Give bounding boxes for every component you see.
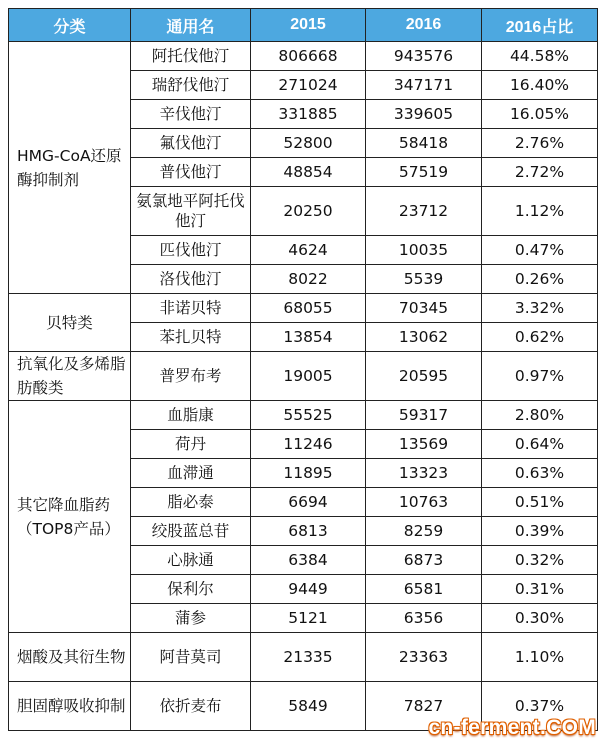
value-2015: 19005 xyxy=(251,352,366,401)
watermark-logo: cn-ferment.COM xyxy=(428,716,596,739)
category-cell: 贝特类 xyxy=(9,294,131,352)
share-2016: 0.32% xyxy=(482,546,598,575)
value-2015: 6813 xyxy=(251,517,366,546)
drug-name: 普罗布考 xyxy=(131,352,251,401)
drug-name: 普伐他汀 xyxy=(131,158,251,187)
value-2016: 59317 xyxy=(366,401,482,430)
category-cell: 其它降血脂药（TOP8产品） xyxy=(9,401,131,633)
drug-name: 非诺贝特 xyxy=(131,294,251,323)
drug-name: 蒲参 xyxy=(131,604,251,633)
header-row xyxy=(9,9,598,42)
value-2016: 70345 xyxy=(366,294,482,323)
share-2016: 0.26% xyxy=(482,265,598,294)
value-2015: 806668 xyxy=(251,42,366,71)
value-2015: 68055 xyxy=(251,294,366,323)
value-2015: 11246 xyxy=(251,430,366,459)
drug-name: 氟伐他汀 xyxy=(131,129,251,158)
value-2015: 6694 xyxy=(251,488,366,517)
table-row xyxy=(9,294,598,323)
value-2016: 10763 xyxy=(366,488,482,517)
share-2016: 2.76% xyxy=(482,129,598,158)
share-2016: 0.30% xyxy=(482,604,598,633)
share-2016: 44.58% xyxy=(482,42,598,71)
value-2015: 9449 xyxy=(251,575,366,604)
drug-name: 苯扎贝特 xyxy=(131,323,251,352)
share-2016: 0.62% xyxy=(482,323,598,352)
header-2016: 2016 xyxy=(366,9,482,42)
table-row xyxy=(9,352,598,401)
drug-name: 脂必泰 xyxy=(131,488,251,517)
share-2016: 2.72% xyxy=(482,158,598,187)
table-row xyxy=(9,401,598,430)
share-2016: 0.51% xyxy=(482,488,598,517)
drug-name: 瑞舒伐他汀 xyxy=(131,71,251,100)
value-2016: 20595 xyxy=(366,352,482,401)
share-2016: 0.39% xyxy=(482,517,598,546)
value-2016: 13062 xyxy=(366,323,482,352)
drug-name: 阿昔莫司 xyxy=(131,633,251,682)
value-2015: 21335 xyxy=(251,633,366,682)
category-cell: 胆固醇吸收抑制 xyxy=(9,682,131,731)
category-cell: 烟酸及其衍生物 xyxy=(9,633,131,682)
value-2016: 7827 xyxy=(366,682,482,731)
drug-name: 依折麦布 xyxy=(131,682,251,731)
drug-name: 氨氯地平阿托伐他汀 xyxy=(131,187,251,236)
share-2016: 0.64% xyxy=(482,430,598,459)
share-2016: 0.31% xyxy=(482,575,598,604)
share-2016: 1.10% xyxy=(482,633,598,682)
value-2016: 6873 xyxy=(366,546,482,575)
value-2015: 20250 xyxy=(251,187,366,236)
drug-name: 阿托伐他汀 xyxy=(131,42,251,71)
category-cell: 抗氧化及多烯脂肪酸类 xyxy=(9,352,131,401)
drug-name: 血脂康 xyxy=(131,401,251,430)
drug-name: 心脉通 xyxy=(131,546,251,575)
share-2016: 0.37% xyxy=(482,682,598,731)
value-2015: 8022 xyxy=(251,265,366,294)
value-2015: 4624 xyxy=(251,236,366,265)
drug-name: 洛伐他汀 xyxy=(131,265,251,294)
value-2015: 6384 xyxy=(251,546,366,575)
share-2016: 0.63% xyxy=(482,459,598,488)
share-2016: 0.97% xyxy=(482,352,598,401)
value-2016: 943576 xyxy=(366,42,482,71)
drug-name: 血滞通 xyxy=(131,459,251,488)
drug-name: 绞股蓝总苷 xyxy=(131,517,251,546)
drug-name: 辛伐他汀 xyxy=(131,100,251,129)
drug-name: 匹伐他汀 xyxy=(131,236,251,265)
header-2015: 2015 xyxy=(251,9,366,42)
value-2016: 347171 xyxy=(366,71,482,100)
value-2016: 5539 xyxy=(366,265,482,294)
value-2016: 23363 xyxy=(366,633,482,682)
value-2016: 23712 xyxy=(366,187,482,236)
value-2016: 57519 xyxy=(366,158,482,187)
share-2016: 16.40% xyxy=(482,71,598,100)
value-2016: 8259 xyxy=(366,517,482,546)
value-2016: 339605 xyxy=(366,100,482,129)
value-2016: 13569 xyxy=(366,430,482,459)
value-2016: 6356 xyxy=(366,604,482,633)
header-2016-share: 2016占比 xyxy=(482,9,598,42)
value-2015: 11895 xyxy=(251,459,366,488)
header-generic-name: 通用名 xyxy=(131,9,251,42)
value-2015: 48854 xyxy=(251,158,366,187)
share-2016: 0.47% xyxy=(482,236,598,265)
value-2016: 58418 xyxy=(366,129,482,158)
share-2016: 2.80% xyxy=(482,401,598,430)
share-2016: 3.32% xyxy=(482,294,598,323)
value-2016: 13323 xyxy=(366,459,482,488)
value-2016: 6581 xyxy=(366,575,482,604)
value-2015: 5849 xyxy=(251,682,366,731)
category-cell: HMG-CoA还原酶抑制剂 xyxy=(9,42,131,294)
data-table xyxy=(8,8,598,731)
share-2016: 1.12% xyxy=(482,187,598,236)
value-2015: 55525 xyxy=(251,401,366,430)
header-category: 分类 xyxy=(9,9,131,42)
value-2015: 5121 xyxy=(251,604,366,633)
drug-name: 保利尔 xyxy=(131,575,251,604)
value-2016: 10035 xyxy=(366,236,482,265)
value-2015: 52800 xyxy=(251,129,366,158)
table-row xyxy=(9,633,598,682)
drug-name: 荷丹 xyxy=(131,430,251,459)
table-row xyxy=(9,42,598,71)
value-2015: 13854 xyxy=(251,323,366,352)
share-2016: 16.05% xyxy=(482,100,598,129)
value-2015: 271024 xyxy=(251,71,366,100)
value-2015: 331885 xyxy=(251,100,366,129)
